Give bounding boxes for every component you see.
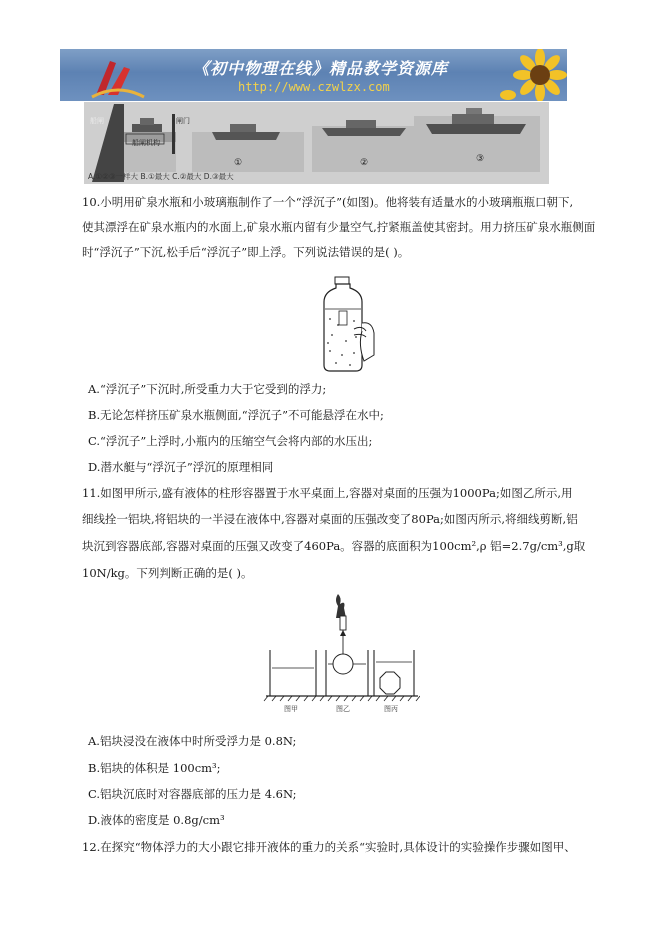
banner-title: 《初中物理在线》精品教学资源库 (193, 59, 449, 78)
q10-option-b: B.无论怎样挤压矿泉水瓶侧面,“浮沉子”不可能悬浮在水中; (88, 408, 384, 422)
marker-2: ② (360, 158, 369, 168)
marker-1: ① (234, 158, 243, 168)
ships-options: A.①②③一样大 B.①最大 C.②最大 D.③最大 (88, 172, 234, 181)
q12-line-1: 12.在探究“物体浮力的大小跟它排开液体的重力的关系“实验时,具体设计的实验操作步骤如图甲、 (82, 840, 576, 854)
banner-url: http://www.czwlzx.com (238, 80, 390, 94)
q11-line-3: 块沉到容器底部,容器对桌面的压强又改变了460Pa。容器的底面积为100cm²,ρ 铝=2.7g/cm³,g取 (82, 539, 586, 553)
site-logo-icon (88, 53, 148, 99)
q11-option-c: C.铝块沉底时对容器底部的压力是 4.6N; (88, 787, 297, 801)
q11-line-1: 11.如图甲所示,盛有液体的柱形容器置于水平桌面上,容器对桌面的压强为1000Pa;如图乙所示,用 (82, 486, 573, 500)
q10-option-a: A.“浮沉子”下沉时,所受重力大于它受到的浮力; (88, 382, 327, 396)
q11-line-2: 细线拴一铝块,将铝块的一半浸在液体中,容器对桌面的压强改变了80Pa;如图丙所示,将细线剪断,铝 (82, 512, 578, 526)
containers-figure (262, 592, 420, 718)
fig-label-bing: 图丙 (384, 705, 398, 713)
sunflower-icon (500, 49, 567, 101)
q10-line-3: 时“浮沉子”下沉,松手后“浮沉子”即上浮。下列说法错误的是( )。 (82, 245, 410, 259)
marker-3: ③ (476, 154, 485, 164)
gate-label: 船闸机构 (132, 139, 160, 147)
lock-label: 船闸 (90, 117, 104, 125)
wall-label: 闸门 (176, 117, 190, 125)
ships-figure (84, 102, 549, 184)
q10-option-c: C.“浮沉子”上浮时,小瓶内的压缩空气会将内部的水压出; (88, 434, 373, 448)
q11-option-b: B.铝块的体积是 100cm³; (88, 761, 221, 775)
fig-label-jia: 图甲 (284, 705, 298, 713)
header-banner (60, 49, 567, 101)
q11-line-4: 10N/kg。下列判断正确的是( )。 (82, 566, 253, 580)
q11-option-d: D.液体的密度是 0.8g/cm³ (88, 813, 225, 827)
q10-line-2: 使其漂浮在矿泉水瓶内的水面上,矿泉水瓶内留有少量空气,拧紧瓶盖使其密封。用力挤压矿泉水瓶侧面 (82, 220, 596, 234)
q10-option-d: D.潜水艇与“浮沉子”浮沉的原理相同 (88, 460, 274, 474)
q11-option-a: A.铝块浸没在液体中时所受浮力是 0.8N; (88, 734, 297, 748)
bottle-figure (316, 275, 376, 375)
q10-line-1: 10.小明用矿泉水瓶和小玻璃瓶制作了一个“浮沉子”(如图)。他将装有适量水的小玻璃瓶瓶口朝下, (82, 195, 574, 209)
fig-label-yi: 图乙 (336, 705, 350, 713)
